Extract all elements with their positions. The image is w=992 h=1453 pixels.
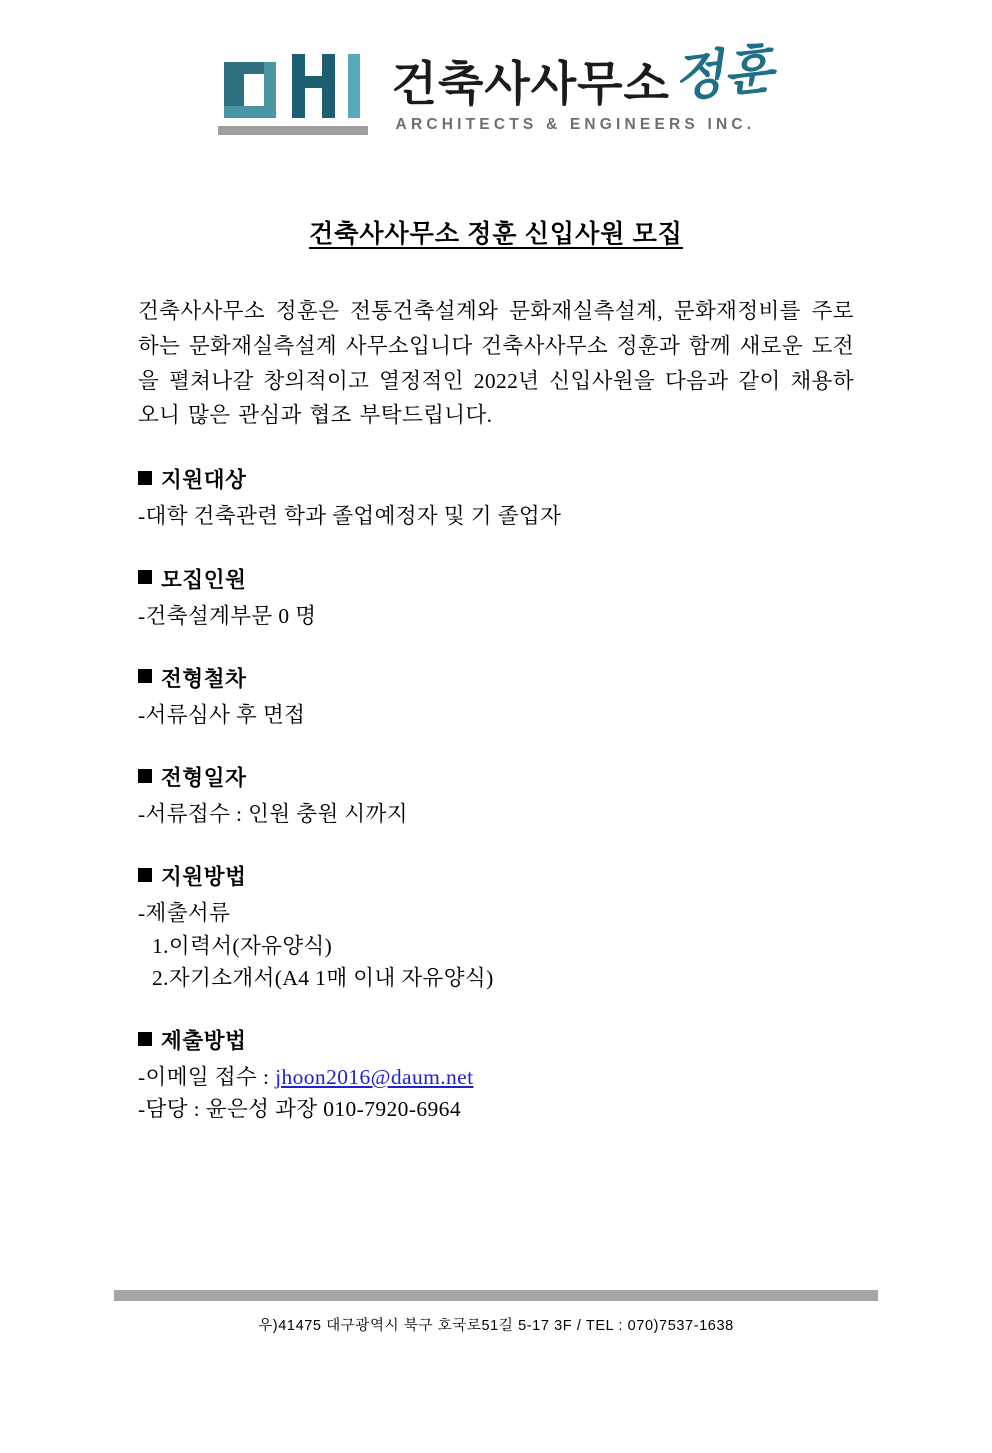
section-heading-label: 지원방법 (161, 865, 247, 890)
section-line: 2.자기소개서(A4 1매 이내 자유양식) (152, 965, 494, 990)
email-link[interactable]: jhoon2016@daum.net (275, 1065, 474, 1090)
section-지원방법 (138, 860, 854, 994)
square-bullet-icon (138, 570, 152, 584)
section-모집인원 (138, 563, 854, 632)
square-bullet-icon (138, 769, 152, 783)
jh-monogram-icon (218, 50, 378, 150)
page-footer (0, 1290, 992, 1335)
section-heading-label: 지원대상 (161, 468, 247, 493)
section-line: 1.이력서(자유양식) (152, 933, 333, 958)
section-전형철차 (138, 662, 854, 731)
footer-divider (114, 1290, 878, 1301)
section-line: -서류심사 후 면접 (138, 702, 306, 727)
logo-subtitle: ARCHITECTS & ENGINEERS INC. (395, 116, 756, 133)
square-bullet-icon (138, 868, 152, 882)
section-heading (138, 761, 854, 792)
section-전형일자 (138, 761, 854, 830)
section-heading-label: 전형일자 (161, 766, 247, 791)
section-heading-label: 모집인원 (161, 567, 247, 592)
square-bullet-icon (138, 471, 152, 485)
document-content (0, 214, 992, 1126)
intro-paragraph: 건축사사무소 정훈은 전통건축설계와 문화재실측설계, 문화재정비를 주로하는 문화재실측설계 사무소입니다 건축사사무소 정훈과 함께 새로운 도전을 펼쳐나갈 창의적이고 열정적인 2022년 신입사원을 다음과 같이 채용하오니 많은 관심과 협조 부탁드립니다. (138, 299, 854, 428)
section-line: -대학 건축관련 학과 졸업예정자 및 기 졸업자 (138, 504, 562, 529)
section-line: -건축설계부문 0 명 (138, 603, 317, 628)
section-heading-label: 제출방법 (161, 1029, 247, 1054)
company-logo (0, 41, 992, 170)
page-title: 건축사사무소 정훈 신입사원 모집 (309, 221, 683, 248)
section-제출방법 (138, 1024, 854, 1126)
square-bullet-icon (138, 1032, 152, 1046)
logo-brand-script: 정훈 (670, 41, 777, 109)
section-지원대상 (138, 463, 854, 532)
logo-company-name: 건축사사무소 (391, 57, 670, 110)
section-line: -제출서류 (138, 901, 231, 926)
email-line-label: -이메일 접수 : (138, 1065, 276, 1090)
section-heading (138, 463, 854, 494)
section-heading (138, 662, 854, 693)
section-heading-label: 전형철차 (161, 666, 247, 691)
section-heading (138, 860, 854, 891)
section-heading (138, 563, 854, 594)
document-page (0, 41, 992, 1453)
section-line-contact: -담당 : 윤은성 과장 010-7920-6964 (138, 1097, 461, 1122)
footer-address: 우)41475 대구광역시 북구 호국로51길 5-17 3F / TEL : 070)7537-1638 (258, 1318, 734, 1334)
section-line-email (138, 1061, 854, 1093)
section-heading (138, 1024, 854, 1055)
square-bullet-icon (138, 669, 152, 683)
section-line: -서류접수 : 인원 충원 시까지 (138, 802, 408, 827)
